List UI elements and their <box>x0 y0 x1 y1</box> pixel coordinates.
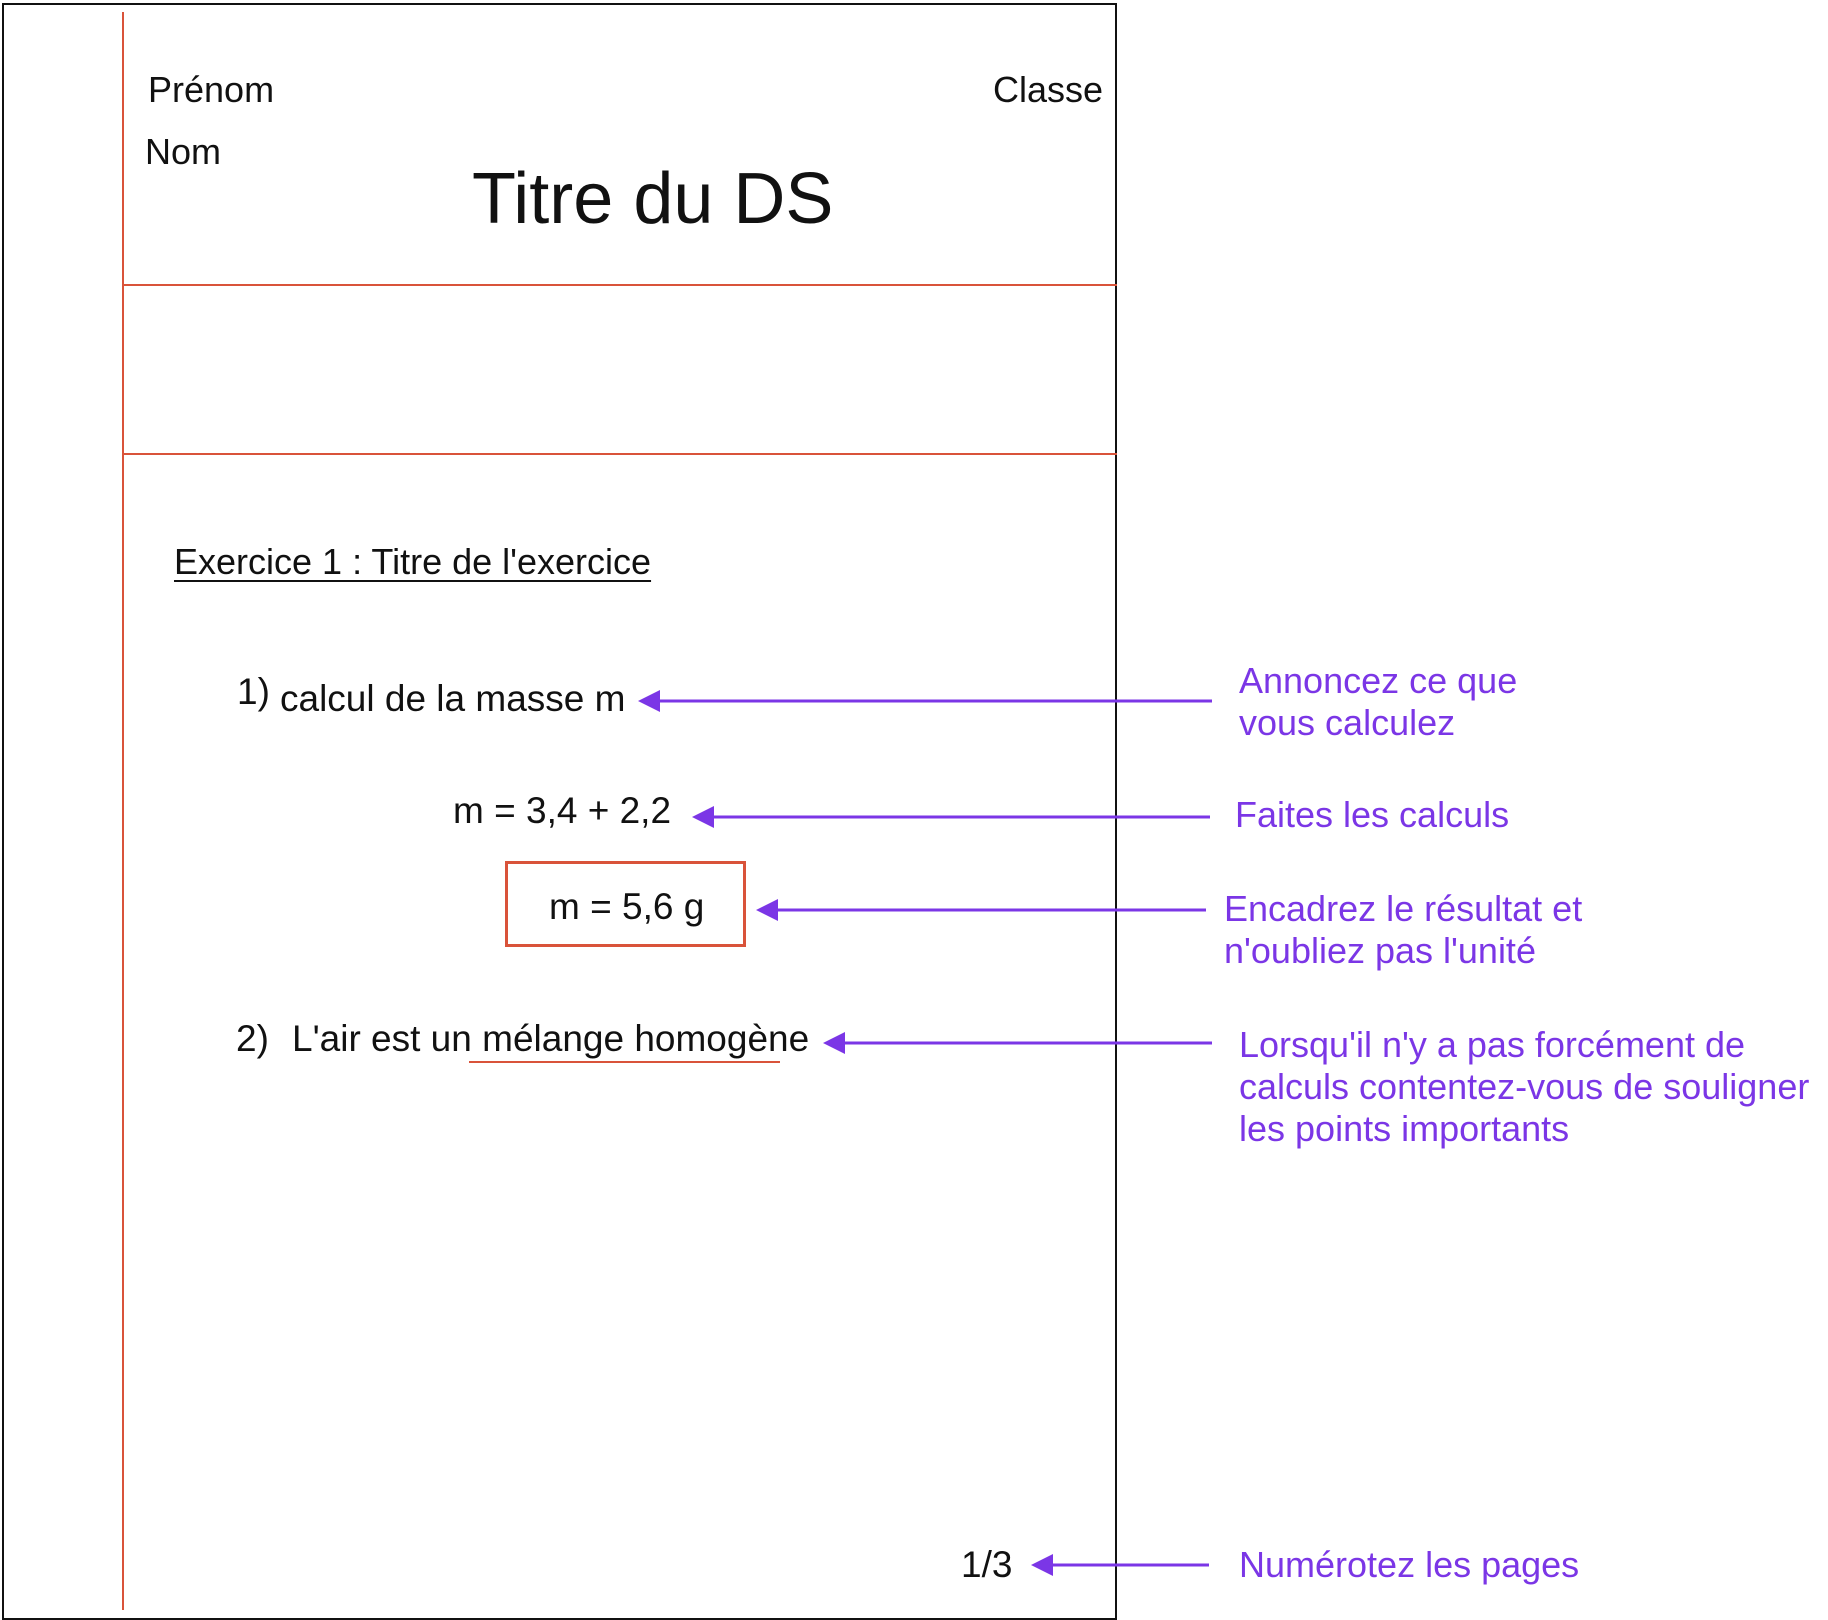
arrow-number-pages <box>1031 1554 1209 1576</box>
note-underline-line-2: calculs contentez-vous de souligner <box>1239 1066 1810 1107</box>
note-underline-line-1: Lorsqu'il n'y a pas forcément de <box>1239 1024 1746 1065</box>
note-underline-line-3: les points importants <box>1239 1108 1570 1149</box>
note-announce-line-1: Annoncez ce que <box>1239 660 1518 701</box>
question-2-key-term: mélange homogène <box>482 1018 810 1059</box>
page-title: Titre du DS <box>472 159 834 239</box>
question-1-number: 1) <box>237 671 270 712</box>
nom-label: Nom <box>145 131 222 172</box>
note-announce <box>1239 660 1517 744</box>
note-frame-line-2: n'oubliez pas l'unité <box>1224 930 1536 971</box>
note-underline <box>1239 1024 1809 1150</box>
arrow-calculate <box>692 806 1210 828</box>
arrow-frame <box>756 899 1206 921</box>
note-announce-line-2: vous calculez <box>1239 702 1456 743</box>
question-1-text: calcul de la masse m <box>280 678 626 719</box>
note-number-pages-line-1: Numérotez les pages <box>1239 1544 1580 1585</box>
result-text: m = 5,6 g <box>549 886 705 927</box>
calculation-line: m = 3,4 + 2,2 <box>453 790 672 831</box>
note-frame <box>1224 888 1582 972</box>
page-number: 1/3 <box>961 1544 1013 1585</box>
note-number-pages <box>1239 1544 1579 1586</box>
note-frame-line-1: Encadrez le résultat et <box>1224 888 1583 929</box>
note-calculate <box>1235 794 1509 836</box>
arrow-announce <box>638 690 1212 712</box>
exercise-heading: Exercice 1 : Titre de l'exercice <box>174 541 652 582</box>
note-calculate-line-1: Faites les calculs <box>1235 794 1510 835</box>
prenom-label: Prénom <box>148 69 275 110</box>
arrow-underline <box>823 1032 1212 1054</box>
question-2-prefix: L'air est un <box>292 1018 483 1059</box>
classe-label: Classe <box>993 69 1104 110</box>
question-2-number: 2) <box>236 1018 269 1059</box>
